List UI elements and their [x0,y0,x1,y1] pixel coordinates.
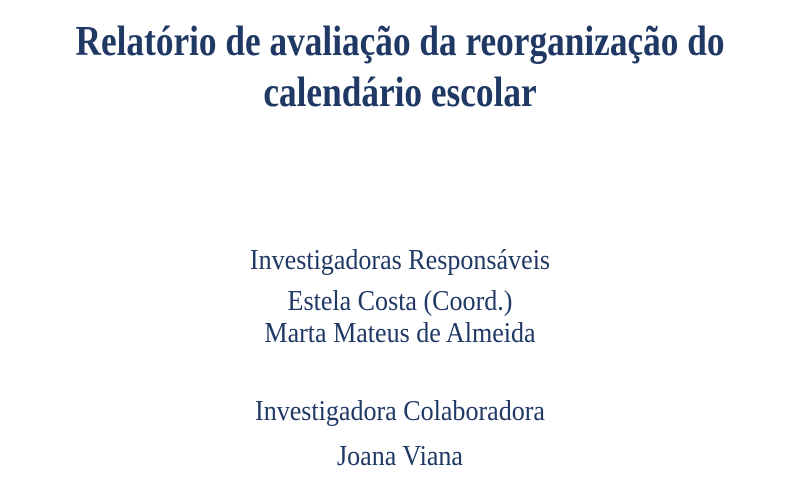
report-title-line2: calendário escolar [263,70,537,116]
researcher-name-estela-costa: Estela Costa (Coord.) [287,286,513,317]
researcher-name-joana-viana: Joana Viana [337,441,463,472]
researcher-name-marta-mateus: Marta Mateus de Almeida [264,318,536,349]
report-title-line1: Relatório de avaliação da reorganização do [75,19,725,65]
responsible-researchers-heading: Investigadoras Responsáveis [249,245,551,276]
collaborator-researcher-heading: Investigadora Colaboradora [255,396,545,427]
report-title [64,0,736,119]
